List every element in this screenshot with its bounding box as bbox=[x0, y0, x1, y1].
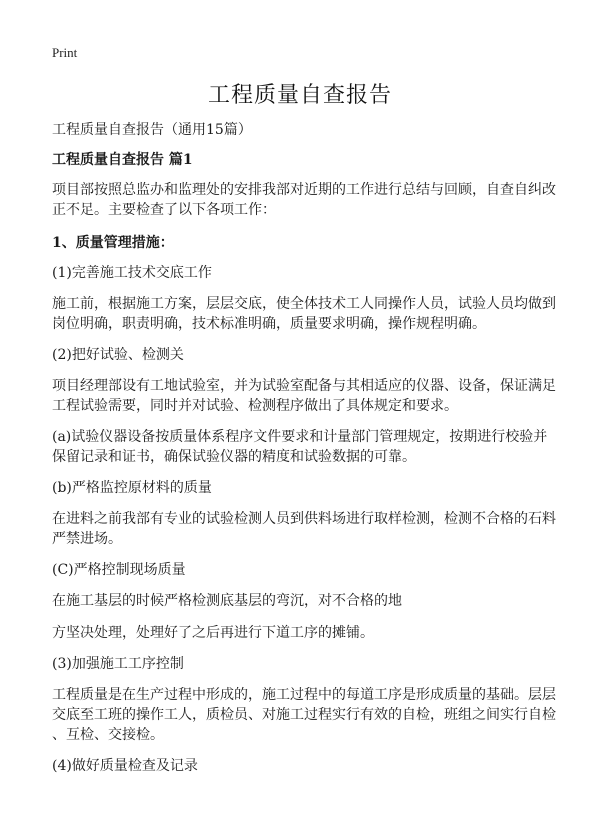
item-2-body-line-1: 项目经理部设有工地试验室，并为试验室配备与其相适应的仪器、设备，保证满足 bbox=[52, 378, 556, 394]
item-2a-line-2: 保留记录和证书，确保试验仪器的精度和试验数据的可靠。 bbox=[52, 449, 416, 465]
item-2b-heading: (b)严格监控原材料的质量 bbox=[52, 480, 212, 496]
item-2c-heading: (C)严格控制现场质量 bbox=[52, 562, 186, 578]
item-4-heading: (4)做好质量检查及记录 bbox=[52, 758, 198, 774]
intro-line-2: 正不足。主要检查了以下各项工作： bbox=[52, 202, 276, 218]
item-3-body-line-2: 交底至工班的操作工人，质检员、对施工过程实行有效的自检，班组之间实行自检 bbox=[52, 707, 556, 723]
document-title: 工程质量自查报告 bbox=[207, 83, 392, 108]
item-1-heading: (1)完善施工技术交底工作 bbox=[52, 265, 212, 281]
item-2c-body-line-1: 在施工基层的时候严格检测底基层的弯沉，对不合格的地 bbox=[52, 593, 402, 609]
item-2-heading: (2)把好试验、检测关 bbox=[52, 347, 184, 363]
item-2b-body-line-1: 在进料之前我部有专业的试验检测人员到供料场进行取样检测，检测不合格的石料 bbox=[52, 511, 556, 527]
item-2c-body-line-2: 方坚决处理，处理好了之后再进行下道工序的摊铺。 bbox=[52, 625, 374, 641]
intro-line-1: 项目部按照总监办和监理处的安排我部对近期的工作进行总结与回顾，自查自纠改 bbox=[52, 182, 556, 198]
item-3-heading: (3)加强施工工序控制 bbox=[52, 656, 184, 672]
section-heading-quality-measures: 1、质量管理措施： bbox=[52, 235, 174, 251]
item-2b-body-line-2: 严禁进场。 bbox=[52, 531, 122, 547]
print-label: Print bbox=[52, 45, 78, 60]
item-3-body-line-1: 工程质量是在生产过程中形成的，施工过程中的每道工序是形成质量的基础。层层 bbox=[52, 687, 556, 703]
item-1-body-line-1: 施工前，根据施工方案，层层交底，使全体技术工人同操作人员，试验人员均做到 bbox=[52, 296, 556, 312]
item-3-body-line-3: 、互检、交接检。 bbox=[52, 727, 164, 743]
item-2a-line-1: (a)试验仪器设备按质量体系程序文件要求和计量部门管理规定，按期进行校验并 bbox=[52, 429, 548, 445]
document-subtitle: 工程质量自查报告（通用15篇） bbox=[52, 122, 252, 138]
article-heading: 工程质量自查报告 篇1 bbox=[52, 152, 193, 168]
item-2-body-line-2: 工程试验需要，同时并对试验、检测程序做出了具体规定和要求。 bbox=[52, 398, 458, 414]
item-1-body-line-2: 岗位明确，职责明确，技术标准明确，质量要求明确，操作规程明确。 bbox=[52, 316, 486, 332]
